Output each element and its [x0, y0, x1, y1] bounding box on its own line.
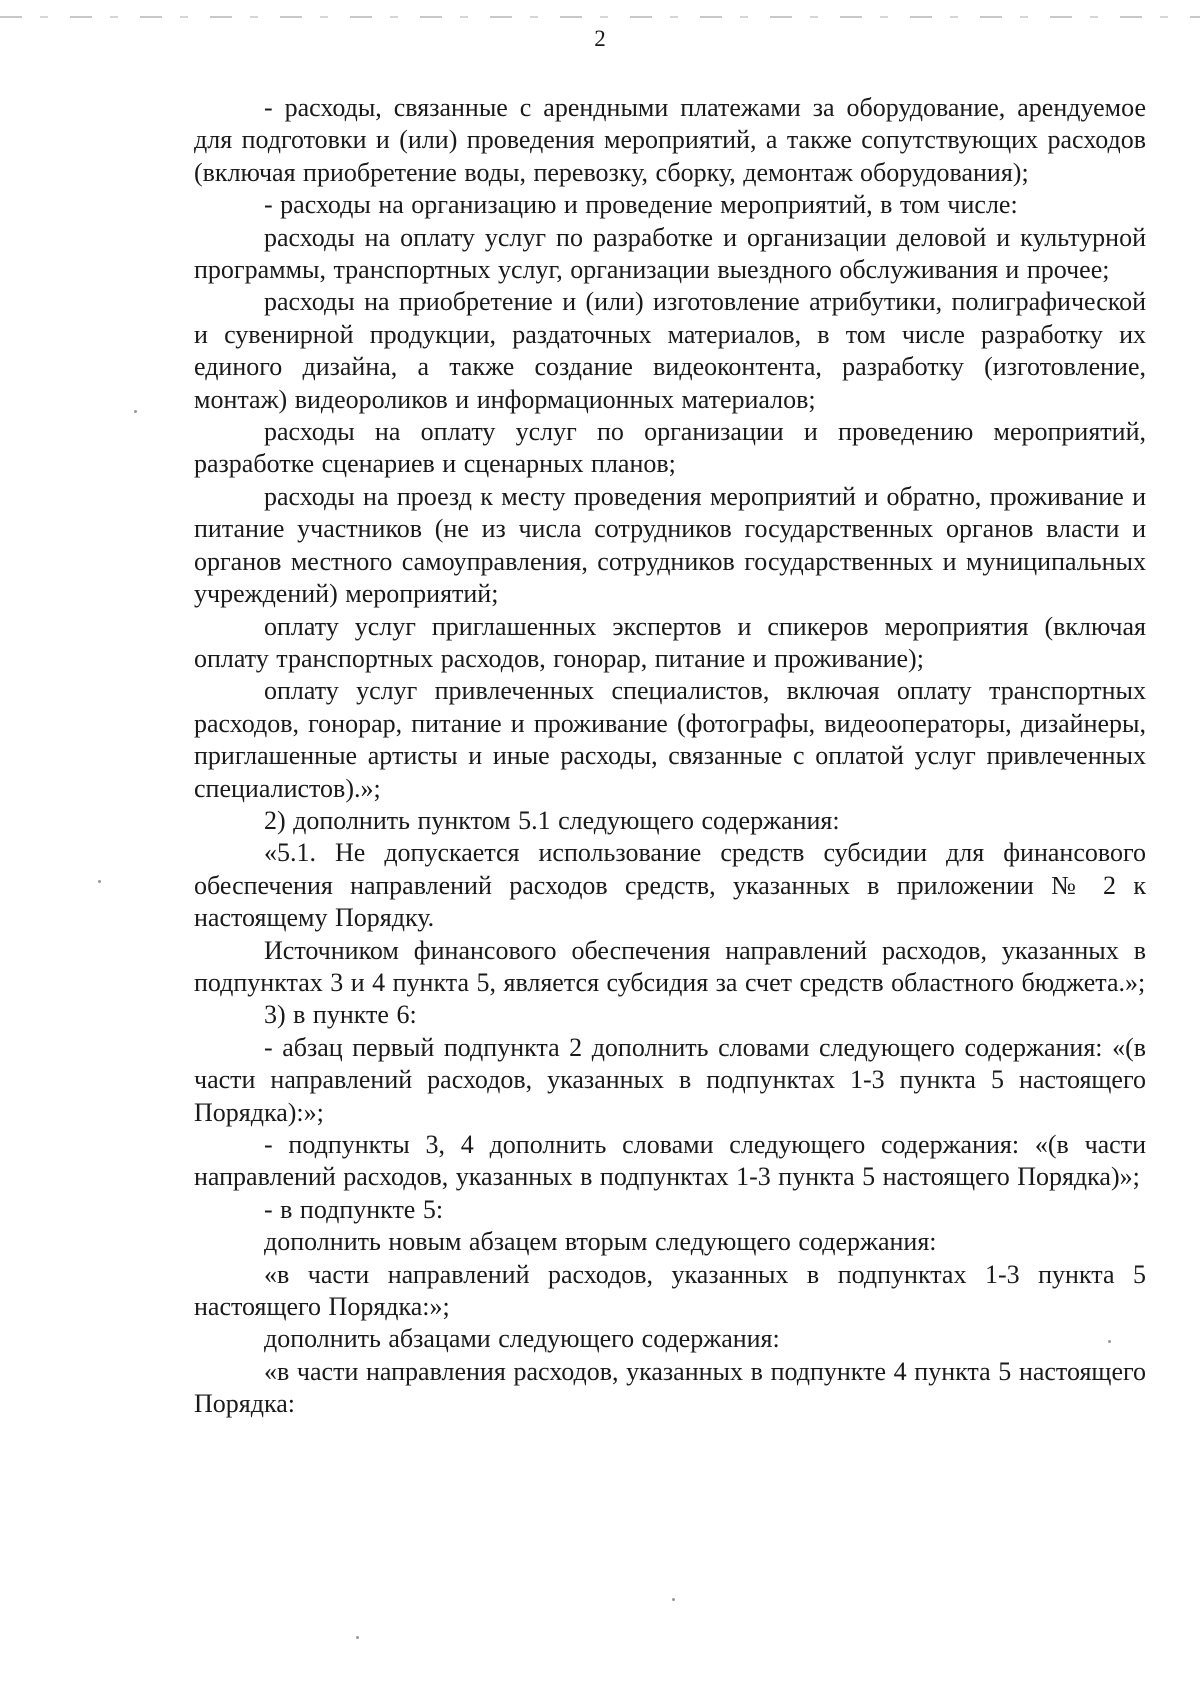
paragraph: оплату услуг приглашенных экспертов и спикеров мероприятия (включая оплату транспортных расходов, гонорар, питание и проживание); [194, 611, 1146, 673]
paragraph: оплату услуг привлеченных специалистов, включая оплату транспортных расходов, гонорар, питание и проживание (фотографы, видеооператоры, дизайнеры, приглашенные артисты и иные расходы, связанные с оплатой услуг привлеченных специалистов).»; [194, 676, 1146, 803]
paragraph: - абзац первый подпункта 2 дополнить словами следующего содержания: «(в части направлений расходов, указанных в подпунктах 1-3 пункта 5 настоящего Порядка):»; [194, 1032, 1146, 1127]
paragraph: дополнить новым абзацем вторым следующего содержания: [264, 1227, 937, 1257]
paragraph: - подпункты 3, 4 дополнить словами следующего содержания: «(в части направлений расходов, указанных в подпунктах 1-3 пункта 5 настоящего Порядка)»; [194, 1130, 1146, 1192]
paragraph: «5.1. Не допускается использование средств субсидии для финансового обеспечения направлений расходов средств, указанных в приложении № 2 к настоящему Порядку. [194, 838, 1146, 933]
scan-edge-artifact [0, 16, 1200, 18]
paragraph: Источником финансового обеспечения направлений расходов, указанных в подпунктах 3 и 4 пункта 5, является субсидия за счет средств областного бюджета.»; [194, 935, 1146, 997]
paragraph: расходы на оплату услуг по разработке и организации деловой и культурной программы, транспортных услуг, организации выездного обслуживания и прочее; [194, 222, 1146, 285]
paragraph: расходы на приобретение и (или) изготовление атрибутики, полиграфической и сувенирной продукции, раздаточных материалов, в том числе разработку их единого дизайна, а также создание видеоконтента, разработку (изготовление, монтаж) видеороликов и информационных материалов; [194, 287, 1146, 414]
document-body [194, 92, 1146, 1421]
page-number: 2 [594, 26, 606, 51]
paragraph: дополнить абзацами следующего содержания: [264, 1324, 780, 1354]
paragraph: расходы на оплату услуг по организации и проведению мероприятий, разработке сценариев и сценарных планов; [194, 417, 1146, 479]
paragraph: расходы на проезд к месту проведения мероприятий и обратно, проживание и питание участников (не из числа сотрудников государственных органов власти и органов местного самоуправления, сотрудников государственных и муниципальных учреждений) мероприятий; [194, 481, 1146, 609]
paragraph: - расходы на организацию и проведение мероприятий, в том числе: [264, 190, 1018, 220]
paragraph: 2) дополнить пунктом 5.1 следующего содержания: [264, 805, 840, 835]
paragraph: - расходы, связанные с арендными платежами за оборудование, арендуемое для подготовки и (или) проведения мероприятий, а также сопутствующих расходов (включая приобретение воды, перевозку, сборку, демонтаж оборудования); [194, 93, 1146, 187]
scan-speck [672, 1598, 675, 1601]
scan-speck [356, 1636, 359, 1639]
scan-speck [1108, 1340, 1111, 1343]
scan-speck [134, 410, 137, 413]
paragraph: 3) в пункте 6: [264, 1000, 417, 1030]
scan-speck [98, 880, 101, 883]
paragraph: «в части направления расходов, указанных в подпункте 4 пункта 5 настоящего Порядка: [194, 1356, 1146, 1419]
paragraph: - в подпункте 5: [264, 1194, 444, 1224]
paragraph: «в части направлений расходов, указанных в подпунктах 1-3 пункта 5 настоящего Порядка:»; [194, 1259, 1146, 1322]
